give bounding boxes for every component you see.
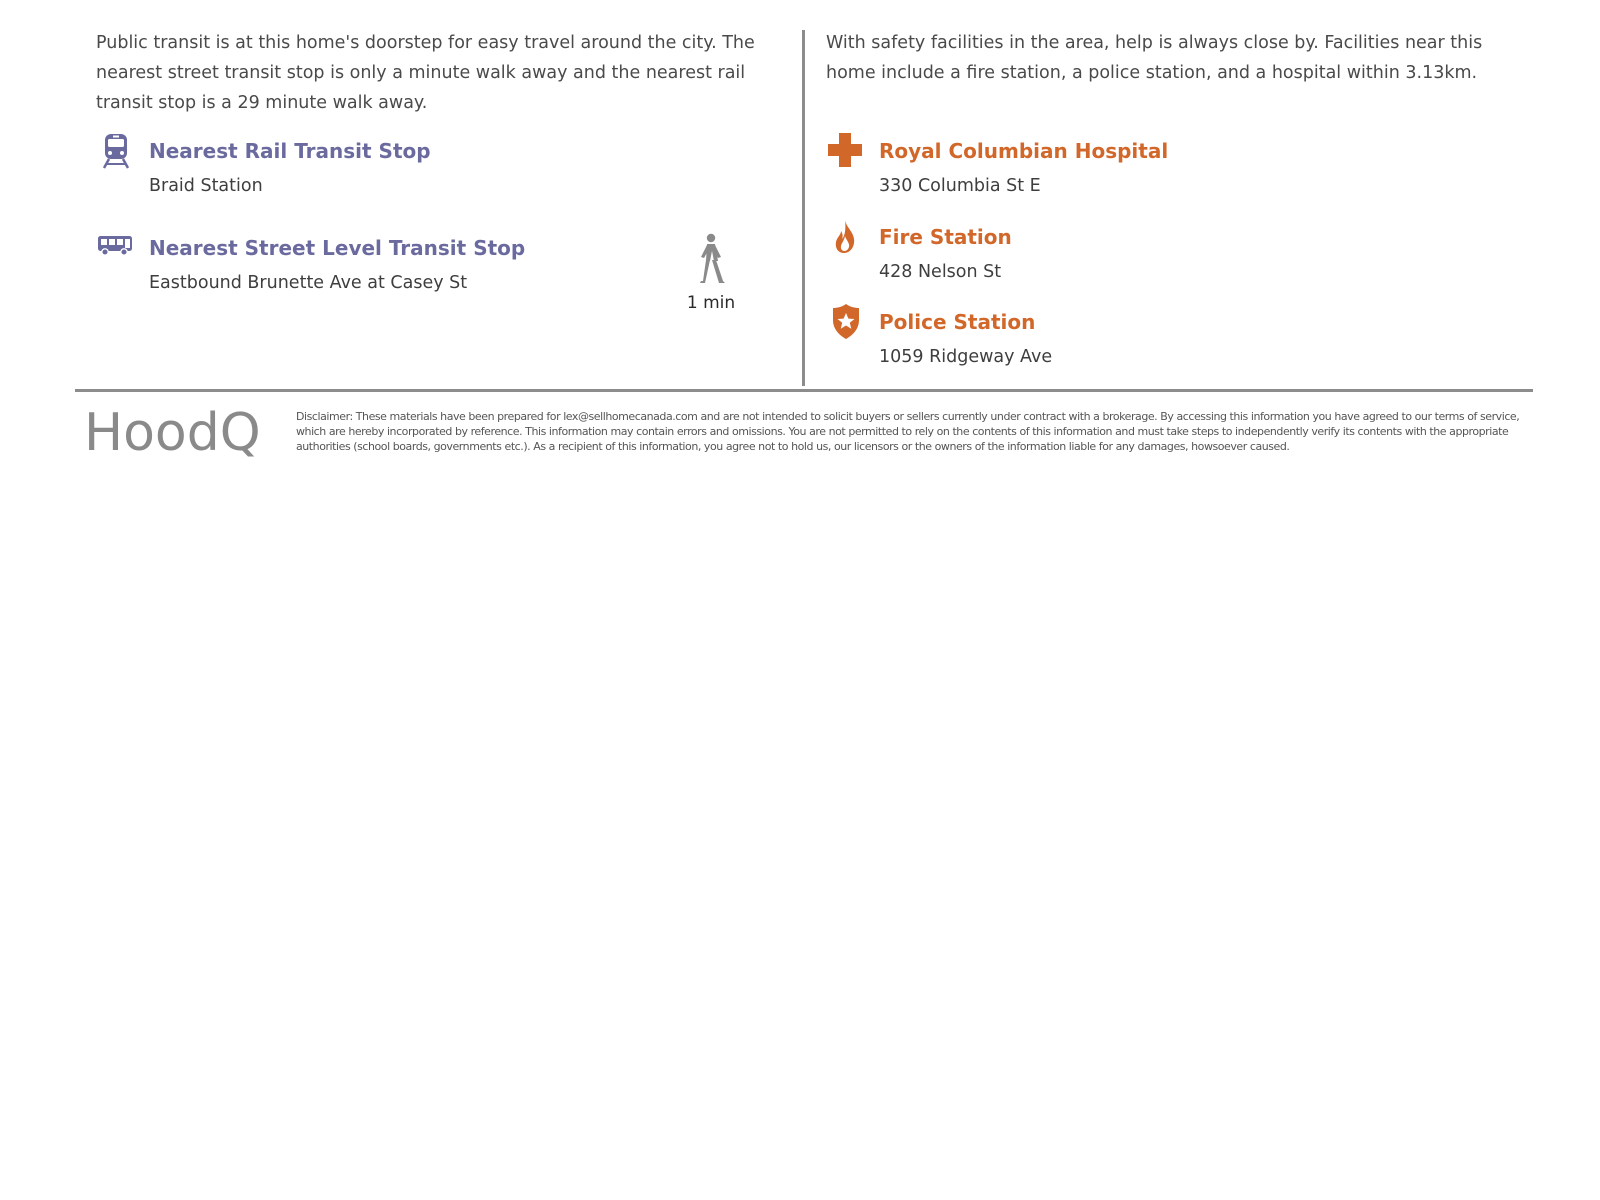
transit-intro: Public transit is at this home's doorstep for easy travel around the city. The nearest street transit stop is only a minute walk away and the nearest rail transit stop is a 29 minute walk away. — [96, 33, 755, 113]
hospital-title: Royal Columbian Hospital — [879, 139, 1169, 163]
footer-divider — [75, 389, 1533, 392]
police-station-title: Police Station — [879, 310, 1036, 334]
walking-person-icon — [693, 272, 729, 291]
street-stop-title: Nearest Street Level Transit Stop — [149, 236, 526, 260]
police-station-address: 1059 Ridgeway Ave — [879, 347, 1053, 367]
hospital-address: 330 Columbia St E — [879, 176, 1041, 196]
hoodq-logo: HoodQ — [84, 403, 261, 463]
bus-icon — [96, 228, 136, 268]
flame-icon — [826, 217, 866, 257]
train-icon — [96, 131, 136, 171]
rail-stop-title: Nearest Rail Transit Stop — [149, 139, 431, 163]
disclaimer-text: Disclaimer: These materials have been prepared for lex@sellhomecanada.com and are not intended to solicit buyers or sellers currently under contract with a brokerage. By accessing this information you have agreed to our terms of service, which are hereby incorporated by reference. This information may contain errors and omissions. You are not permitted to rely on the contents of this information and must take steps to independently verify its contents with the appropriate authorities (school boards, governments etc.). As a recipient of this information, you agree not to hold us, our licensors or the owners of the information liable for any damages, howsoever caused. — [296, 410, 1520, 453]
hospital-cross-icon — [826, 131, 866, 171]
police-shield-icon — [826, 302, 866, 342]
fire-station-title: Fire Station — [879, 225, 1012, 249]
rail-stop-name: Braid Station — [149, 176, 263, 196]
walk-time — [671, 233, 751, 313]
safety-intro: With safety facilities in the area, help is always close by. Facilities near this home include a fire station, a police station, and a hospital within 3.13km. — [826, 33, 1483, 83]
walk-time-label: 1 min — [686, 293, 736, 313]
column-divider — [802, 30, 805, 386]
safety-section — [826, 28, 1506, 367]
fire-station-address: 428 Nelson St — [879, 262, 1002, 282]
transit-section — [96, 28, 766, 313]
street-stop-name: Eastbound Brunette Ave at Casey St — [149, 273, 468, 293]
